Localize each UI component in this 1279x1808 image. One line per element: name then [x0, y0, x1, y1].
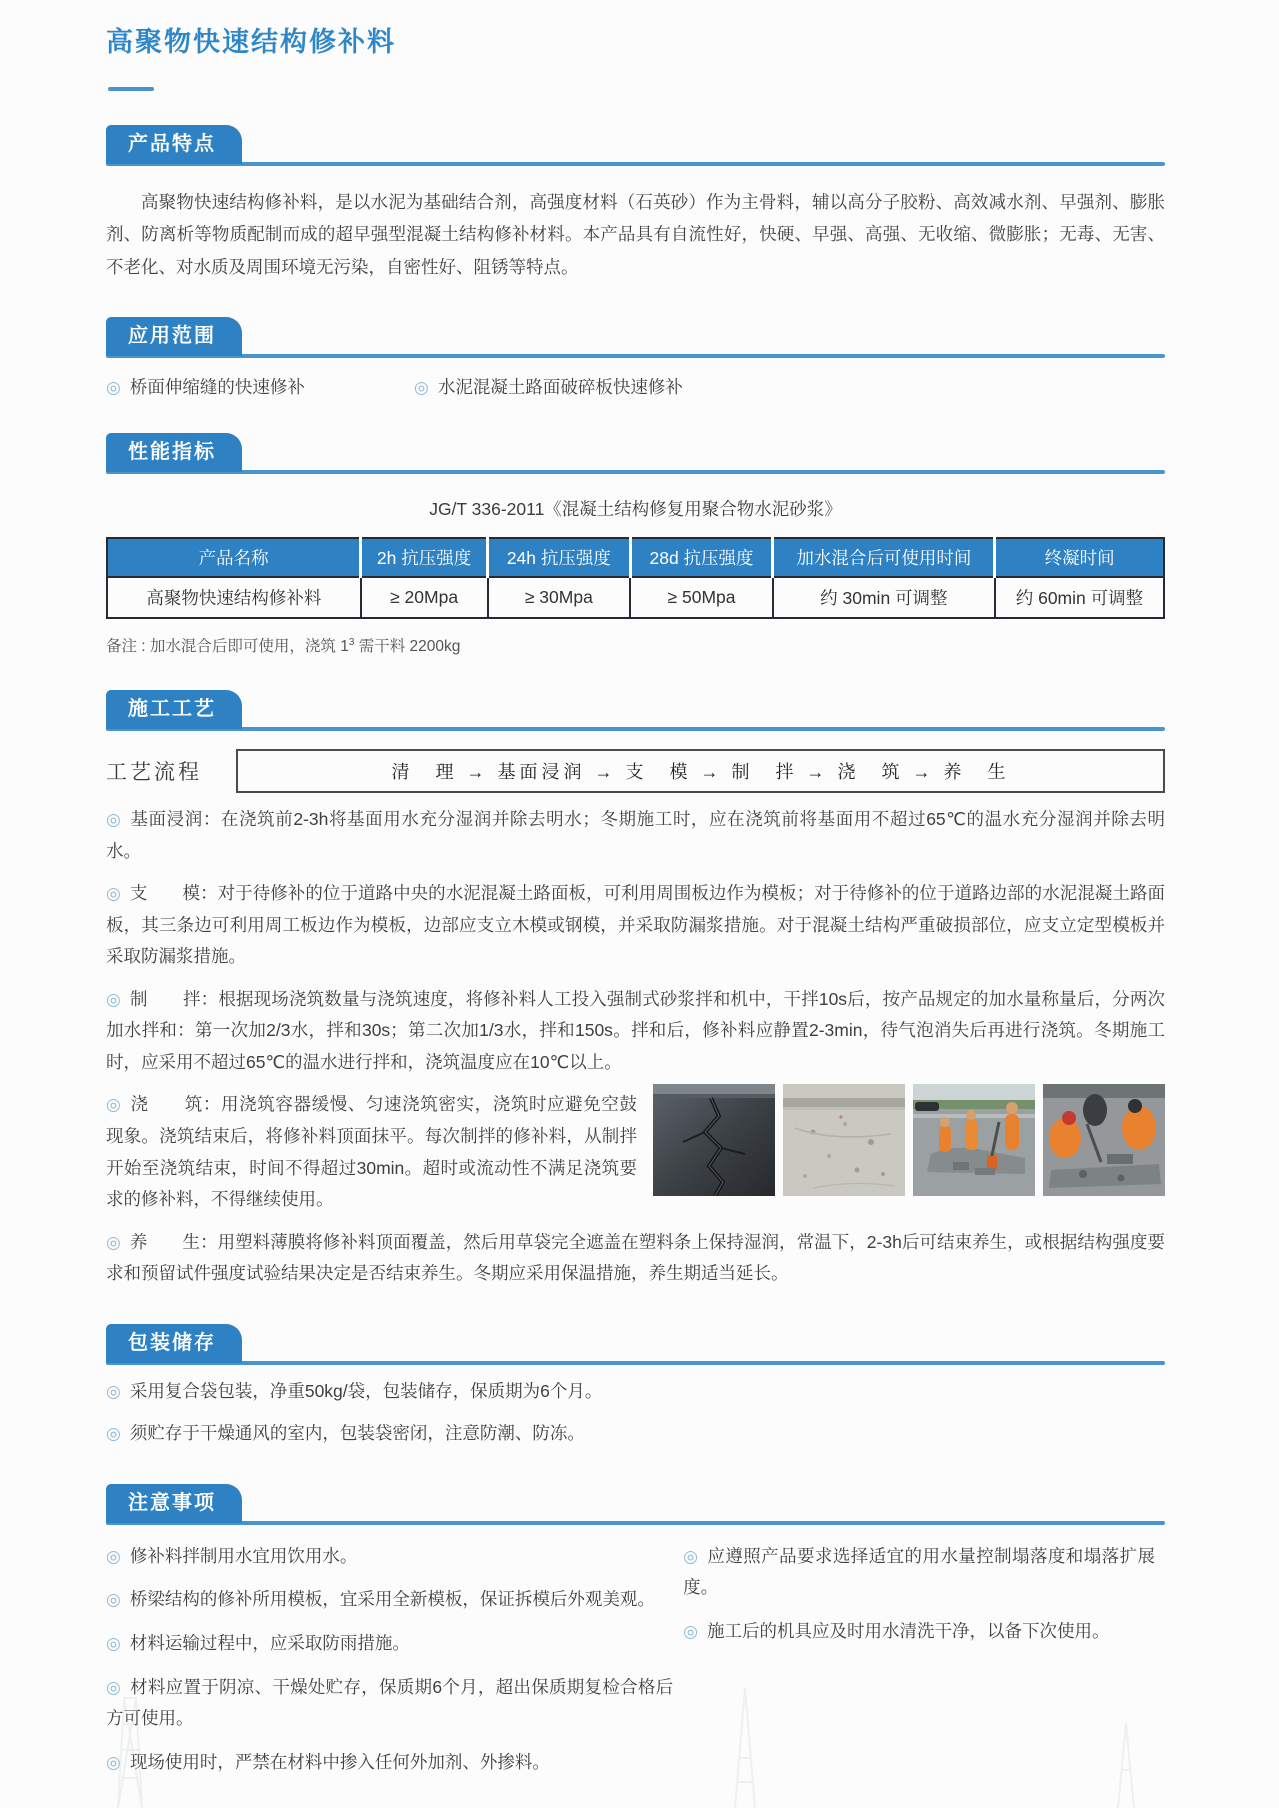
notes-grid [106, 1529, 1165, 1778]
road-repair-crew-photo [913, 1084, 1035, 1196]
section-packaging [106, 1324, 1165, 1450]
ring-bullet-icon: ◎ [106, 989, 121, 1009]
section-header-packaging [106, 1324, 1165, 1365]
ring-bullet-icon: ◎ [106, 1095, 122, 1115]
note-item [683, 1541, 1165, 1604]
note-text: 备注 : 加水混合后即可使用，浇筑 1 [106, 638, 349, 656]
section-tab-process: 施工工艺 [106, 690, 242, 729]
ring-bullet-icon: ◎ [106, 1546, 121, 1566]
process-step-text: 基面浸润：在浇筑前2-3h将基面用水充分湿润并除去明水；冬期施工时，应在浇筑前将基面用不超过65℃的温水充分湿润并除去明水。 [106, 809, 1165, 861]
application-label: 桥面伸缩缝的快速修补 [129, 377, 305, 398]
note-item-text: 材料运输过程中，应采取防雨措施。 [129, 1632, 410, 1653]
section-features [106, 125, 1165, 283]
applications-row [106, 374, 1165, 399]
process-flow-row [106, 749, 1165, 793]
note-item [106, 1628, 683, 1660]
section-applications [106, 317, 1165, 399]
note-item-text: 现场使用时，严禁在材料中掺入任何外加剂、外掺料。 [129, 1751, 550, 1772]
note-item [106, 1747, 683, 1779]
repair-work-closeup-photo [1043, 1084, 1165, 1196]
ring-bullet-icon: ◎ [106, 1381, 121, 1401]
standard-reference: JG/T 336-2011《混凝土结构修复用聚合物水泥砂浆》 [429, 499, 842, 520]
process-step-text: 制 拌：根据现场浇筑数量与浇筑速度，将修补料人工投入强制式砂浆拌和机中，干拌10s后，按产品规定的加水量称量后，分两次加水拌和：第一次加2/3水，拌和30s；第二次加1/3水，拌和150s。拌和后，修补料应静置2-3min，待气泡消失后再进行浇筑。冬期施工时，应采用不超过65℃的温水进行拌和，浇筑温度应在10℃以上。 [106, 988, 1165, 1072]
ring-bullet-icon: ◎ [106, 1424, 121, 1444]
performance-table [106, 537, 1165, 619]
section-header-notes [106, 1484, 1165, 1525]
process-step-text: 浇 筑：用浇筑容器缓慢、匀速浇筑密实，浇筑时应避免空鼓现象。浇筑结束后，将修补料顶面抹平。每次制拌的修补料，从制拌开始至浇筑结束，时间不得超过30min。超时或流动性不满足浇筑要求的修补料，不得继续使用。 [106, 1094, 637, 1209]
table-cell: ≥ 50Mpa [630, 577, 773, 618]
process-step [106, 878, 1165, 973]
notes-column-left [106, 1529, 683, 1778]
note-text: 需干料 2200kg [354, 638, 461, 656]
note-item [106, 1541, 683, 1573]
application-item [414, 374, 683, 399]
process-step-text: 养 生：用塑料薄膜将修补料顶面覆盖，然后用草袋完全遮盖在塑料条上保持湿润，常温下，2-3h后可结束养生，或根据结构强度要求和预留试件强度试验结果决定是否结束养生。冬期应采用保温措施，养生期适当延长。 [106, 1231, 1165, 1284]
section-rule [106, 162, 1165, 166]
note-item-text: 桥梁结构的修补所用模板，宜采用全新模板，保证拆模后外观美观。 [129, 1589, 655, 1610]
section-rule [106, 1361, 1165, 1365]
process-photos [653, 1084, 1165, 1196]
packaging-item [106, 1418, 1165, 1450]
note-item [106, 1672, 683, 1735]
section-tab-features: 产品特点 [106, 125, 242, 164]
process-flow-label: 工艺流程 [106, 761, 202, 785]
table-header-cell: 产品名称 [107, 538, 361, 577]
table-cell: 约 30min 可调整 [773, 577, 995, 618]
ring-bullet-icon: ◎ [683, 1546, 699, 1566]
table-header-cell: 2h 抗压强度 [361, 538, 488, 577]
ring-bullet-icon: ◎ [106, 884, 121, 904]
note-item-text: 施工后的机具应及时用水清洗干净，以备下次使用。 [706, 1620, 1110, 1641]
note-item [683, 1616, 1165, 1648]
table-header-cell: 24h 抗压强度 [488, 538, 631, 577]
process-flow-box: 清 理 → 基面浸润 → 支 模 → 制 拌 → 浇 筑 → 养 生 [236, 749, 1165, 793]
section-tab-packaging: 包装储存 [106, 1324, 242, 1363]
table-cell: ≥ 30Mpa [488, 577, 631, 618]
packaging-item-text: 须贮存于干燥通风的室内，包装袋密闭，注意防潮、防冻。 [129, 1423, 585, 1444]
section-rule [106, 727, 1165, 731]
section-header-features [106, 125, 1165, 166]
table-header-cell: 终凝时间 [995, 538, 1164, 577]
section-rule [106, 1521, 1165, 1525]
notes-column-right [683, 1529, 1165, 1778]
damaged-concrete-photo [783, 1084, 905, 1196]
ring-bullet-icon: ◎ [106, 1590, 121, 1610]
application-label: 水泥混凝土路面破碎板快速修补 [437, 377, 683, 398]
process-steps [106, 804, 1165, 1289]
note-item-text: 修补料拌制用水宜用饮用水。 [129, 1545, 358, 1566]
ring-bullet-icon: ◎ [106, 810, 122, 830]
table-header-cell: 28d 抗压强度 [630, 538, 773, 577]
table-note [106, 634, 1165, 656]
title-underline [108, 87, 154, 91]
ring-bullet-icon: ◎ [106, 1752, 121, 1772]
table-header-cell: 加水混合后可使用时间 [773, 538, 995, 577]
table-cell: 高聚物快速结构修补料 [107, 577, 361, 618]
table-header-row [107, 538, 1164, 577]
ring-bullet-icon: ◎ [106, 378, 121, 398]
section-header-performance [106, 433, 1165, 474]
application-item [106, 374, 414, 399]
features-paragraph: 高聚物快速结构修补料，是以水泥为基础结合剂，高强度材料（石英砂）作为主骨料，辅以高分子胶粉、高效减水剂、早强剂、膨胀剂、防离析等物质配制而成的超早强型混凝土结构修补材料。本产品具有自流性好，快硬、早强、高强、无收缩、微膨胀；无毒、无害、不老化、对水质及周围环境无污染，自密性好、阻锈等特点。 [106, 192, 1165, 277]
section-tab-performance: 性能指标 [106, 433, 242, 472]
table-row [107, 577, 1164, 618]
table-cell: ≥ 20Mpa [361, 577, 488, 618]
section-rule [106, 470, 1165, 474]
ring-bullet-icon: ◎ [106, 1232, 121, 1252]
packaging-item [106, 1376, 1165, 1408]
process-step-text: 支 模：对于待修补的位于道路中央的水泥混凝土路面板，可利用周围板边作为模板；对于待修补的位于道路边部的水泥混凝土路面板，其三条边可利用周工板边作为模板，边部应支立木模或钢模，并采取防漏浆措施。对于混凝土结构严重破损部位，应支立定型模板并采取防漏浆措施。 [106, 883, 1165, 967]
page-title: 高聚物快速结构修补料 [106, 27, 396, 57]
note-item [106, 1584, 683, 1616]
ring-bullet-icon: ◎ [683, 1621, 698, 1641]
process-step [106, 804, 1165, 867]
process-step [106, 1227, 1165, 1290]
section-header-applications [106, 317, 1165, 358]
note-superscript: 3 [348, 636, 355, 648]
section-notes [106, 1484, 1165, 1778]
section-performance [106, 433, 1165, 656]
ring-bullet-icon: ◎ [106, 1677, 122, 1697]
section-tab-applications: 应用范围 [106, 317, 242, 356]
cracked-pavement-photo [653, 1084, 775, 1196]
note-item-text: 材料应置于阴凉、干燥处贮存，保质期6个月，超出保质期复检合格后方可使用。 [106, 1676, 674, 1729]
ring-bullet-icon: ◎ [414, 378, 429, 398]
section-process [106, 690, 1165, 1289]
process-step [106, 984, 1165, 1079]
section-tab-notes: 注意事项 [106, 1484, 242, 1523]
section-header-process [106, 690, 1165, 731]
packaging-item-text: 采用复合袋包装，净重50kg/袋，包装储存，保质期为6个月。 [129, 1380, 603, 1401]
note-item-text: 应遵照产品要求选择适宜的用水量控制塌落度和塌落扩展度。 [683, 1545, 1155, 1598]
ring-bullet-icon: ◎ [106, 1633, 121, 1653]
table-cell: 约 60min 可调整 [995, 577, 1164, 618]
section-rule [106, 354, 1165, 358]
